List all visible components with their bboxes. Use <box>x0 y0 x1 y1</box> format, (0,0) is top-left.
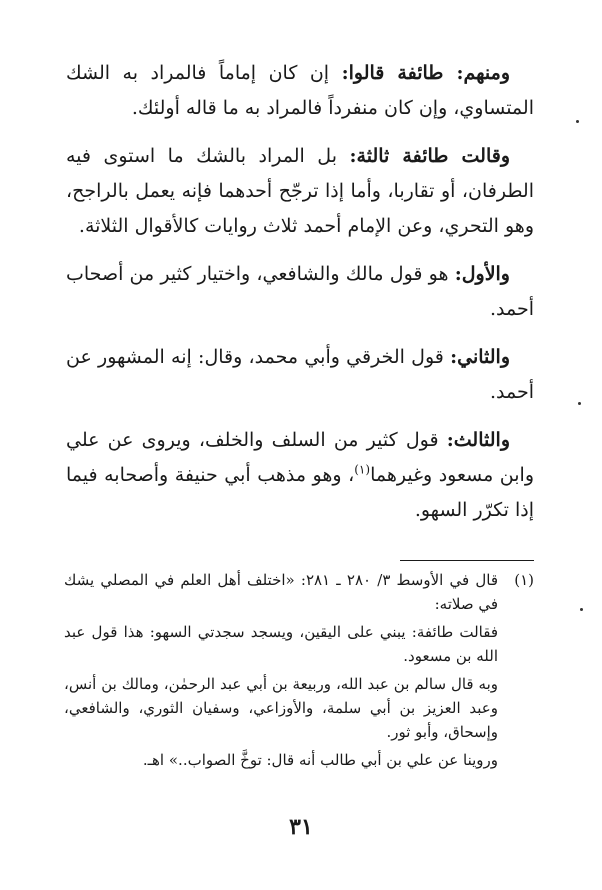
paragraph-text: هو قول مالك والشافعي، واختيار كثير من أصحاب أحمد. <box>66 263 534 320</box>
margin-dot <box>580 608 583 611</box>
footnote-text: وروينا عن علي بن أبي طالب أنه قال: توخَّ الصواب..» اهـ. <box>142 751 498 769</box>
paragraph-lead: والثاني: <box>450 346 510 368</box>
footnote-line <box>64 568 534 616</box>
paragraph-lead: ومنهم: طائفة قالوا: <box>341 62 511 84</box>
footnote-text: وبه قال سالم بن عبد الله، وربيعة بن أبي عبد الرحمٰن، ومالك بن أنس، وعبد العزيز بن أبي سلمة، والأوزاعي، وسفيان الثوري، والشافعي، وإسحاق، وأبو ثور. <box>64 675 498 741</box>
paragraph-text: إن كان إماماً فالمراد به الشك المتساوي، وإن كان منفرداً فالمراد به ما قاله أولئك. <box>66 62 534 119</box>
footnote-separator <box>400 560 534 561</box>
footnote-line <box>64 672 534 744</box>
paragraph-lead: وقالت طائفة ثالثة: <box>349 145 510 167</box>
paragraph-text: قول كثير من السلف والخلف، ويروى عن علي وابن مسعود وغيرهما <box>66 429 535 486</box>
paragraph <box>66 257 534 327</box>
paragraph <box>66 423 534 528</box>
margin-dot <box>578 402 581 405</box>
paragraph-lead: والأول: <box>454 263 510 285</box>
paragraph <box>66 56 534 126</box>
paragraph <box>66 139 534 244</box>
margin-dot <box>576 120 579 123</box>
footnote-line <box>64 748 534 772</box>
footnote-text: قال في الأوسط ٣/ ٢٨٠ ـ ٢٨١: «اختلف أهل العلم في المصلي يشك في صلاته: <box>64 571 499 613</box>
paragraph-text: بل المراد بالشك ما استوى فيه الطرفان، أو تقاربا، وأما إذا ترجّح أحدهما فإنه يعمل بالراجح، وهو التحري، وعن الإمام أحمد ثلاث روايات كالأقوال الثلاثة. <box>66 145 534 237</box>
footnote-reference[interactable]: (١) <box>354 462 371 477</box>
main-text <box>66 56 534 541</box>
paragraph <box>66 340 534 410</box>
paragraph-text: قول الخرقي وأبي محمد، وقال: إنه المشهور عن أحمد. <box>66 346 534 403</box>
footnote-text: فقالت طائفة: يبني على اليقين، ويسجد سجدتي السهو: هذا قول عبد الله بن مسعود. <box>64 623 498 665</box>
paragraph-text: ، وهو مذهب أبي حنيفة وأصحابه فيما إذا تكرّر السهو. <box>66 464 534 521</box>
footnotes <box>64 568 534 776</box>
footnote-line <box>64 620 534 668</box>
page-number: ٣١ <box>289 814 313 840</box>
footnote-number: (١) <box>514 571 534 589</box>
paragraph-lead: والثالث: <box>446 429 510 451</box>
